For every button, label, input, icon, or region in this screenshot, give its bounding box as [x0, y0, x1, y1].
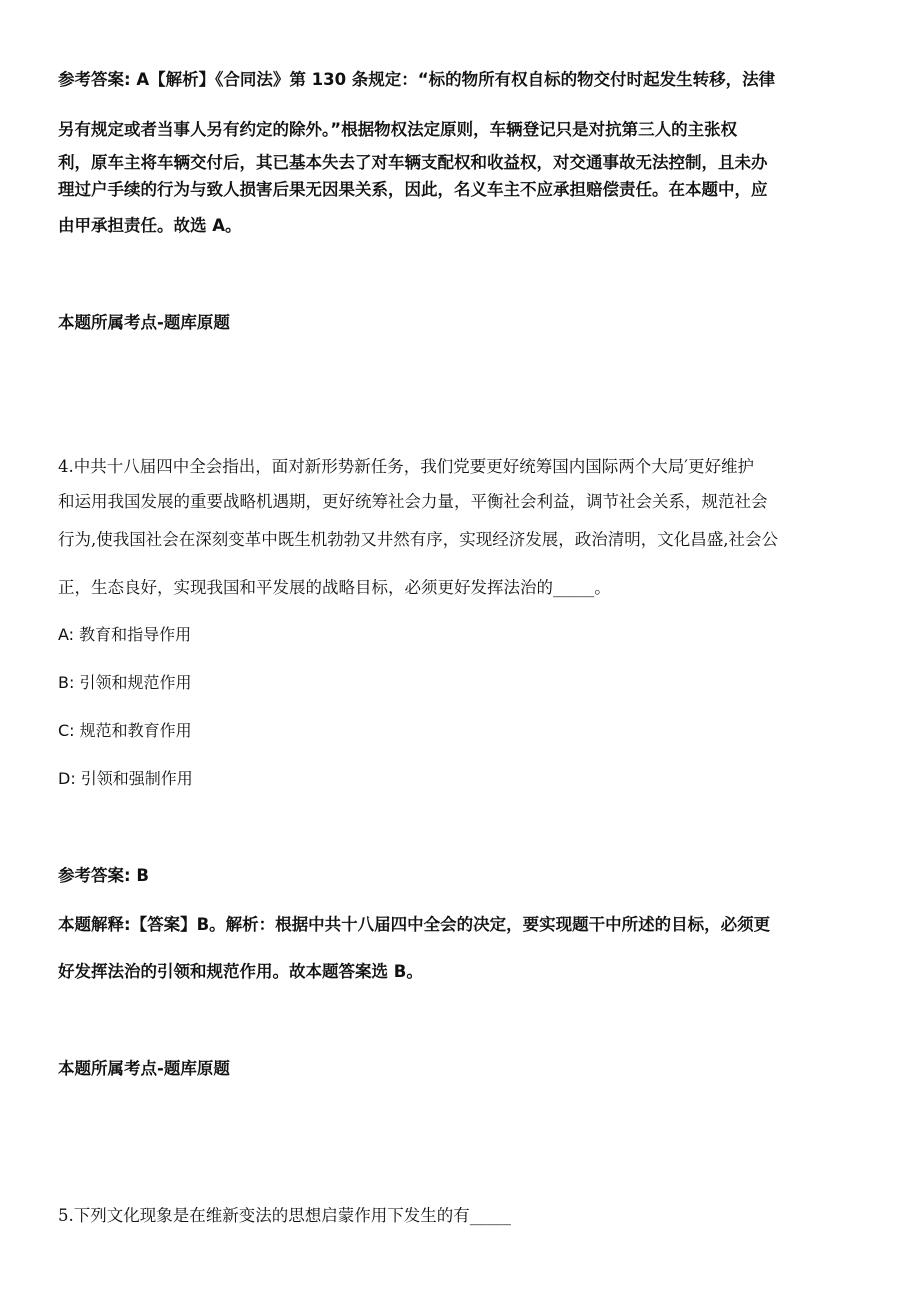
question-stem-line: 行为,使我国社会在深刻变革中既生机勃勃又井然有序，实现经济发展，政治清明，文化昌盛,社会公	[58, 530, 778, 549]
question-stem-line: 5.下列文化现象是在维新变法的思想启蒙作用下发生的有_____	[58, 1206, 511, 1225]
question-stem-line: 4.中共十八届四中全会指出，面对新形势新任务，我们党要更好统筹国内国际两个大局′更好维护	[58, 457, 754, 476]
question-stem-line: 和运用我国发展的重要战略机遇期，更好统筹社会力量，平衡社会利益，调节社会关系，规范社会	[58, 492, 768, 511]
explanation-line: 好发挥法治的引领和规范作用。故本题答案选 B。	[58, 962, 423, 981]
topic-label: 本题所属考点-题库原题	[58, 313, 230, 332]
question-stem-line: 正，生态良好，实现我国和平发展的战略目标，必须更好发挥法治的_____。	[58, 578, 611, 597]
option-b: B: 引领和规范作用	[58, 673, 192, 692]
option-a: A: 教育和指导作用	[58, 625, 192, 644]
explanation-line: 本题解释:【答案】B。解析：根据中共十八届四中全会的决定，要实现题干中所述的目标，必须更	[58, 915, 771, 934]
option-c: C: 规范和教育作用	[58, 721, 192, 740]
answer-explanation-line: 利，原车主将车辆交付后，其已基本失去了对车辆支配权和收益权，对交通事故无法控制，且未办	[58, 153, 768, 172]
topic-label: 本题所属考点-题库原题	[58, 1059, 230, 1078]
answer-explanation-line: 参考答案: A【解析】《合同法》第 130 条规定：“标的物所有权自标的物交付时起发生转移，法律	[58, 70, 776, 89]
answer-explanation-line: 另有规定或者当事人另有约定的除外。”根据物权法定原则，车辆登记只是对抗第三人的主张权	[58, 120, 738, 139]
answer-explanation-line: 由甲承担责任。故选 A。	[58, 216, 242, 235]
option-d: D: 引领和强制作用	[58, 769, 193, 788]
reference-answer: 参考答案: B	[58, 866, 149, 885]
answer-explanation-line: 理过户手续的行为与致人损害后果无因果关系，因此，名义车主不应承担赔偿责任。在本题中，应	[58, 180, 768, 199]
